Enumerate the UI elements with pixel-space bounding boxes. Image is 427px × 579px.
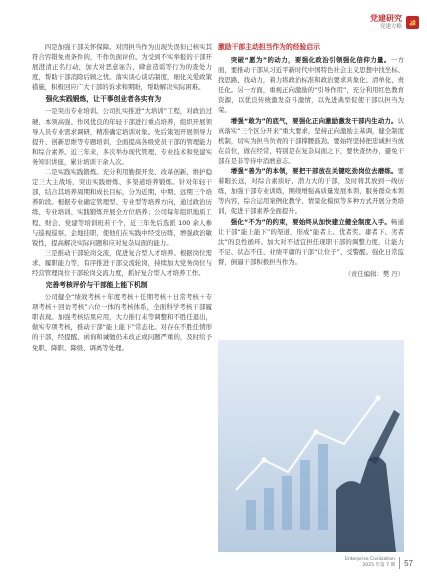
footer-divider	[399, 557, 400, 569]
page-footer	[345, 557, 413, 569]
footer-text	[345, 557, 395, 569]
paragraph: 三是推动干部轮岗交流，促进复合型人才培养。根据岗位需求、履职能力等，有序推进干部交流轮岗，持续加大党务岗位与经营管理岗位干部轮岗交流力度，抓好复合型人才培养工作。	[32, 248, 212, 277]
party-emblem-icon	[406, 16, 419, 29]
paragraph-body: 要着眼长远，对综合素质好、潜力大的干部，及时将其放到一线历练，加强干部专业训练，围绕增强高质量发展本领、服务群众本领等内容，综合运用案例化教学、情景化模拟等多种方式开展分类培训，促进干部素养全面提升。	[218, 167, 404, 216]
section-header	[370, 14, 419, 31]
illustration-image	[218, 340, 404, 552]
paragraph-body: 认真落实“三个区分开来”重大要求，坚持正向激励主基调，健全制度机制，切实为担当负责的干部撑腰鼓劲。要始终坚持把忠诚担当放在首位，做在经常，特别是在复杂局面之下，要快查快办，避免干部在是非等待中消磨意志。	[218, 116, 404, 165]
section-heading: 强化实践锻炼，让干事创业者各实有为	[45, 95, 162, 104]
paragraph-body: 一方面，要推动干部从习近平新时代中国特色社会主义思想中找坐标、找思路、找动力，着力将政治标准和政治要求具象化、清单化、责任化。另一方面，重视正向激励的“引导作用”，充分利用红色教育资源，以优良传统激发奋斗激情，以先进典型促使干部以担当为荣。	[218, 56, 405, 115]
paragraph	[218, 217, 404, 267]
paragraph-lead: 增强“善为”的本领，要把干部放在关键吃劲岗位去磨练。	[230, 167, 398, 176]
paragraph-body: 畅通让干部“能上能下”的渠道，形成“能者上、优者奖、庸者下、劣者汰”的良性循环。加大对不适宜担任现职干部的调整力度，让能力不足、状态不佳、业绩平庸的干部“让位子”、受警醒。强化日常监督，倒逼干部积极担当作为。	[218, 217, 405, 266]
paragraph	[218, 166, 404, 216]
paragraph: 四是加强干部关怀保障。对因担当作为出现失误但已核实其符合容错免责条件的，不作负面评价。为受到不实举报的干部开展澄清正名行动，加大对恶意诬告、肆意造谣等行为的查处力度，帮助干部消除后顾之忧。落实谈心谈话制度，细化关爱政策措施，积极回应广大干部的诉求和期盼，帮助解决实际困难。	[32, 43, 212, 92]
paragraph	[218, 55, 404, 116]
paragraph-lead: 强化“不为”的约束，要始终从加快建立健全制度入手。	[230, 217, 392, 226]
journal-name: Enterprise Civilization	[344, 557, 396, 562]
editor-credit: （责任编辑：樊 丹）	[344, 269, 404, 278]
paragraph: 一是突出专业培训。公司扎实推进“大培训”工程，对政治过硬、本领高强、作风优良的年轻干部进行重点培养，组织开展领导人员专业需求调研，精准确定培训对象。先后策划开展领导力提升、创新思维等专题培训，全面提高各级党员干部的管理能力和综合素养。近三年来，多次举办现代管理、专业技术和党建实务知识讲座，累计培训干余人次。	[32, 107, 212, 166]
left-column	[32, 42, 212, 353]
paragraph: 二是实践实践锻炼。充分利用勤探开发、改革创新、维护稳定三大主战场，突出实践磨炼、多渠道培养锻炼。针对年轻干部，结合其培养周期和成长目标，分为近期、中期、远期三个培养阶段。根据专业确定管理型、专业型等培养方向，通过政治历练、专业培训、实践锻炼开展全方位培养；公司每年组织地质工程、财会、党建等培训班若干个，近三年先后选派 100 余人参与巡视巡察、企地挂职，使他们在实践中经受历练，增强政治敏锐性，提高解决实际问题和应对复杂局面的能力。	[32, 168, 212, 247]
page-number: 57	[404, 558, 413, 568]
issue-number: 2025 年第 7 期	[362, 563, 396, 568]
paragraph	[218, 116, 404, 166]
section-title: 党建研究	[370, 14, 402, 23]
section-heading: 完善考核评价与干部能上能下机制	[45, 281, 148, 290]
paragraph-lead: 突破“愿为”的动力，要强化政治引领强化信仰力量。	[230, 56, 391, 64]
right-column	[218, 42, 404, 279]
paragraph-lead: 增强“敢为”的底气，要强化正向激励激发干部内生动力。	[230, 116, 398, 125]
paragraph: 公司健全“绩效考核＋年度考核＋任期考核＋日常考核＋专项考核＋回访考核”六位一体的考核体系，全面科学考核干部履职表现。加强考核结果应用，大力推行末等调整和不胜任退出，做实专项考核，推动干部“能上能下”常态化。对存在不胜任情形的干部，经提醒、函询和诫勉仍未改正或问题严重的，及时给予免职、降职、降级、调离等处理。	[32, 293, 212, 352]
section-heading: 激励干部主动担当作为的经验启示	[218, 43, 320, 51]
section-header-text	[370, 14, 402, 31]
section-subtitle: 党建方略	[379, 24, 402, 30]
